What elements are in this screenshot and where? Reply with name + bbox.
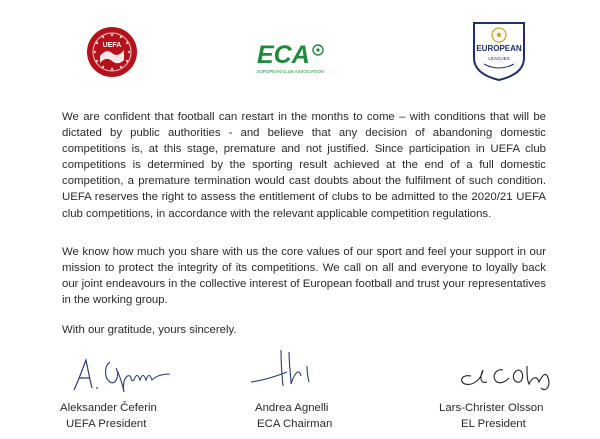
uefa-logo xyxy=(86,26,138,78)
letter-paragraph: We are confident that football can restart in the months to come – with conditions that will be dictated by public authorities - and believe that any decision of abandoning domestic competitions is, at this stage, premature and not justified. Since participation in UEFA club competitions is determined by the sporting result achieved at the end of a full domestic competition, a premature termination would cast doubts about the fulfilment of such condition. UEFA reserves the right to assess the entitlement of clubs to be admitted to the 2020/21 UEFA club competitions, in accordance with the relevant applicable competition regulations. xyxy=(62,111,546,220)
signer-name: Aleksander Čeferin xyxy=(60,402,157,414)
signer-name: Lars-Christer Olsson xyxy=(439,402,544,414)
signer-title: ECA Chairman xyxy=(257,418,333,430)
handwritten-signature xyxy=(70,352,180,396)
signer-title: UEFA President xyxy=(66,418,147,430)
eca-logo-mark: ECA xyxy=(257,41,310,69)
eca-logo xyxy=(255,36,347,76)
uefa-logo-text: UEFA xyxy=(102,42,122,49)
handwritten-signature xyxy=(453,352,553,392)
letter-paragraph: We know how much you share with us the core values of our sport and feel your support in our mission to protect the integrity of its competitions. We call on all and everyone to loyally back our joint endeavours in the collective interest of European football and trust your representatives in the working group. xyxy=(62,246,546,307)
closing-line: With our gratitude, yours sincerely. xyxy=(62,324,237,336)
handwritten-signature xyxy=(245,346,345,396)
logo-bar xyxy=(0,18,600,80)
signer-title: EL President xyxy=(461,418,526,430)
european-leagues-line1: EUROPEAN xyxy=(476,44,522,53)
signer-name: Andrea Agnelli xyxy=(255,402,329,414)
european-leagues-line2: LEAGUES xyxy=(488,56,510,61)
european-leagues-logo xyxy=(470,20,528,82)
eca-logo-subtitle: EUROPEAN CLUB ASSOCIATION xyxy=(257,69,324,74)
